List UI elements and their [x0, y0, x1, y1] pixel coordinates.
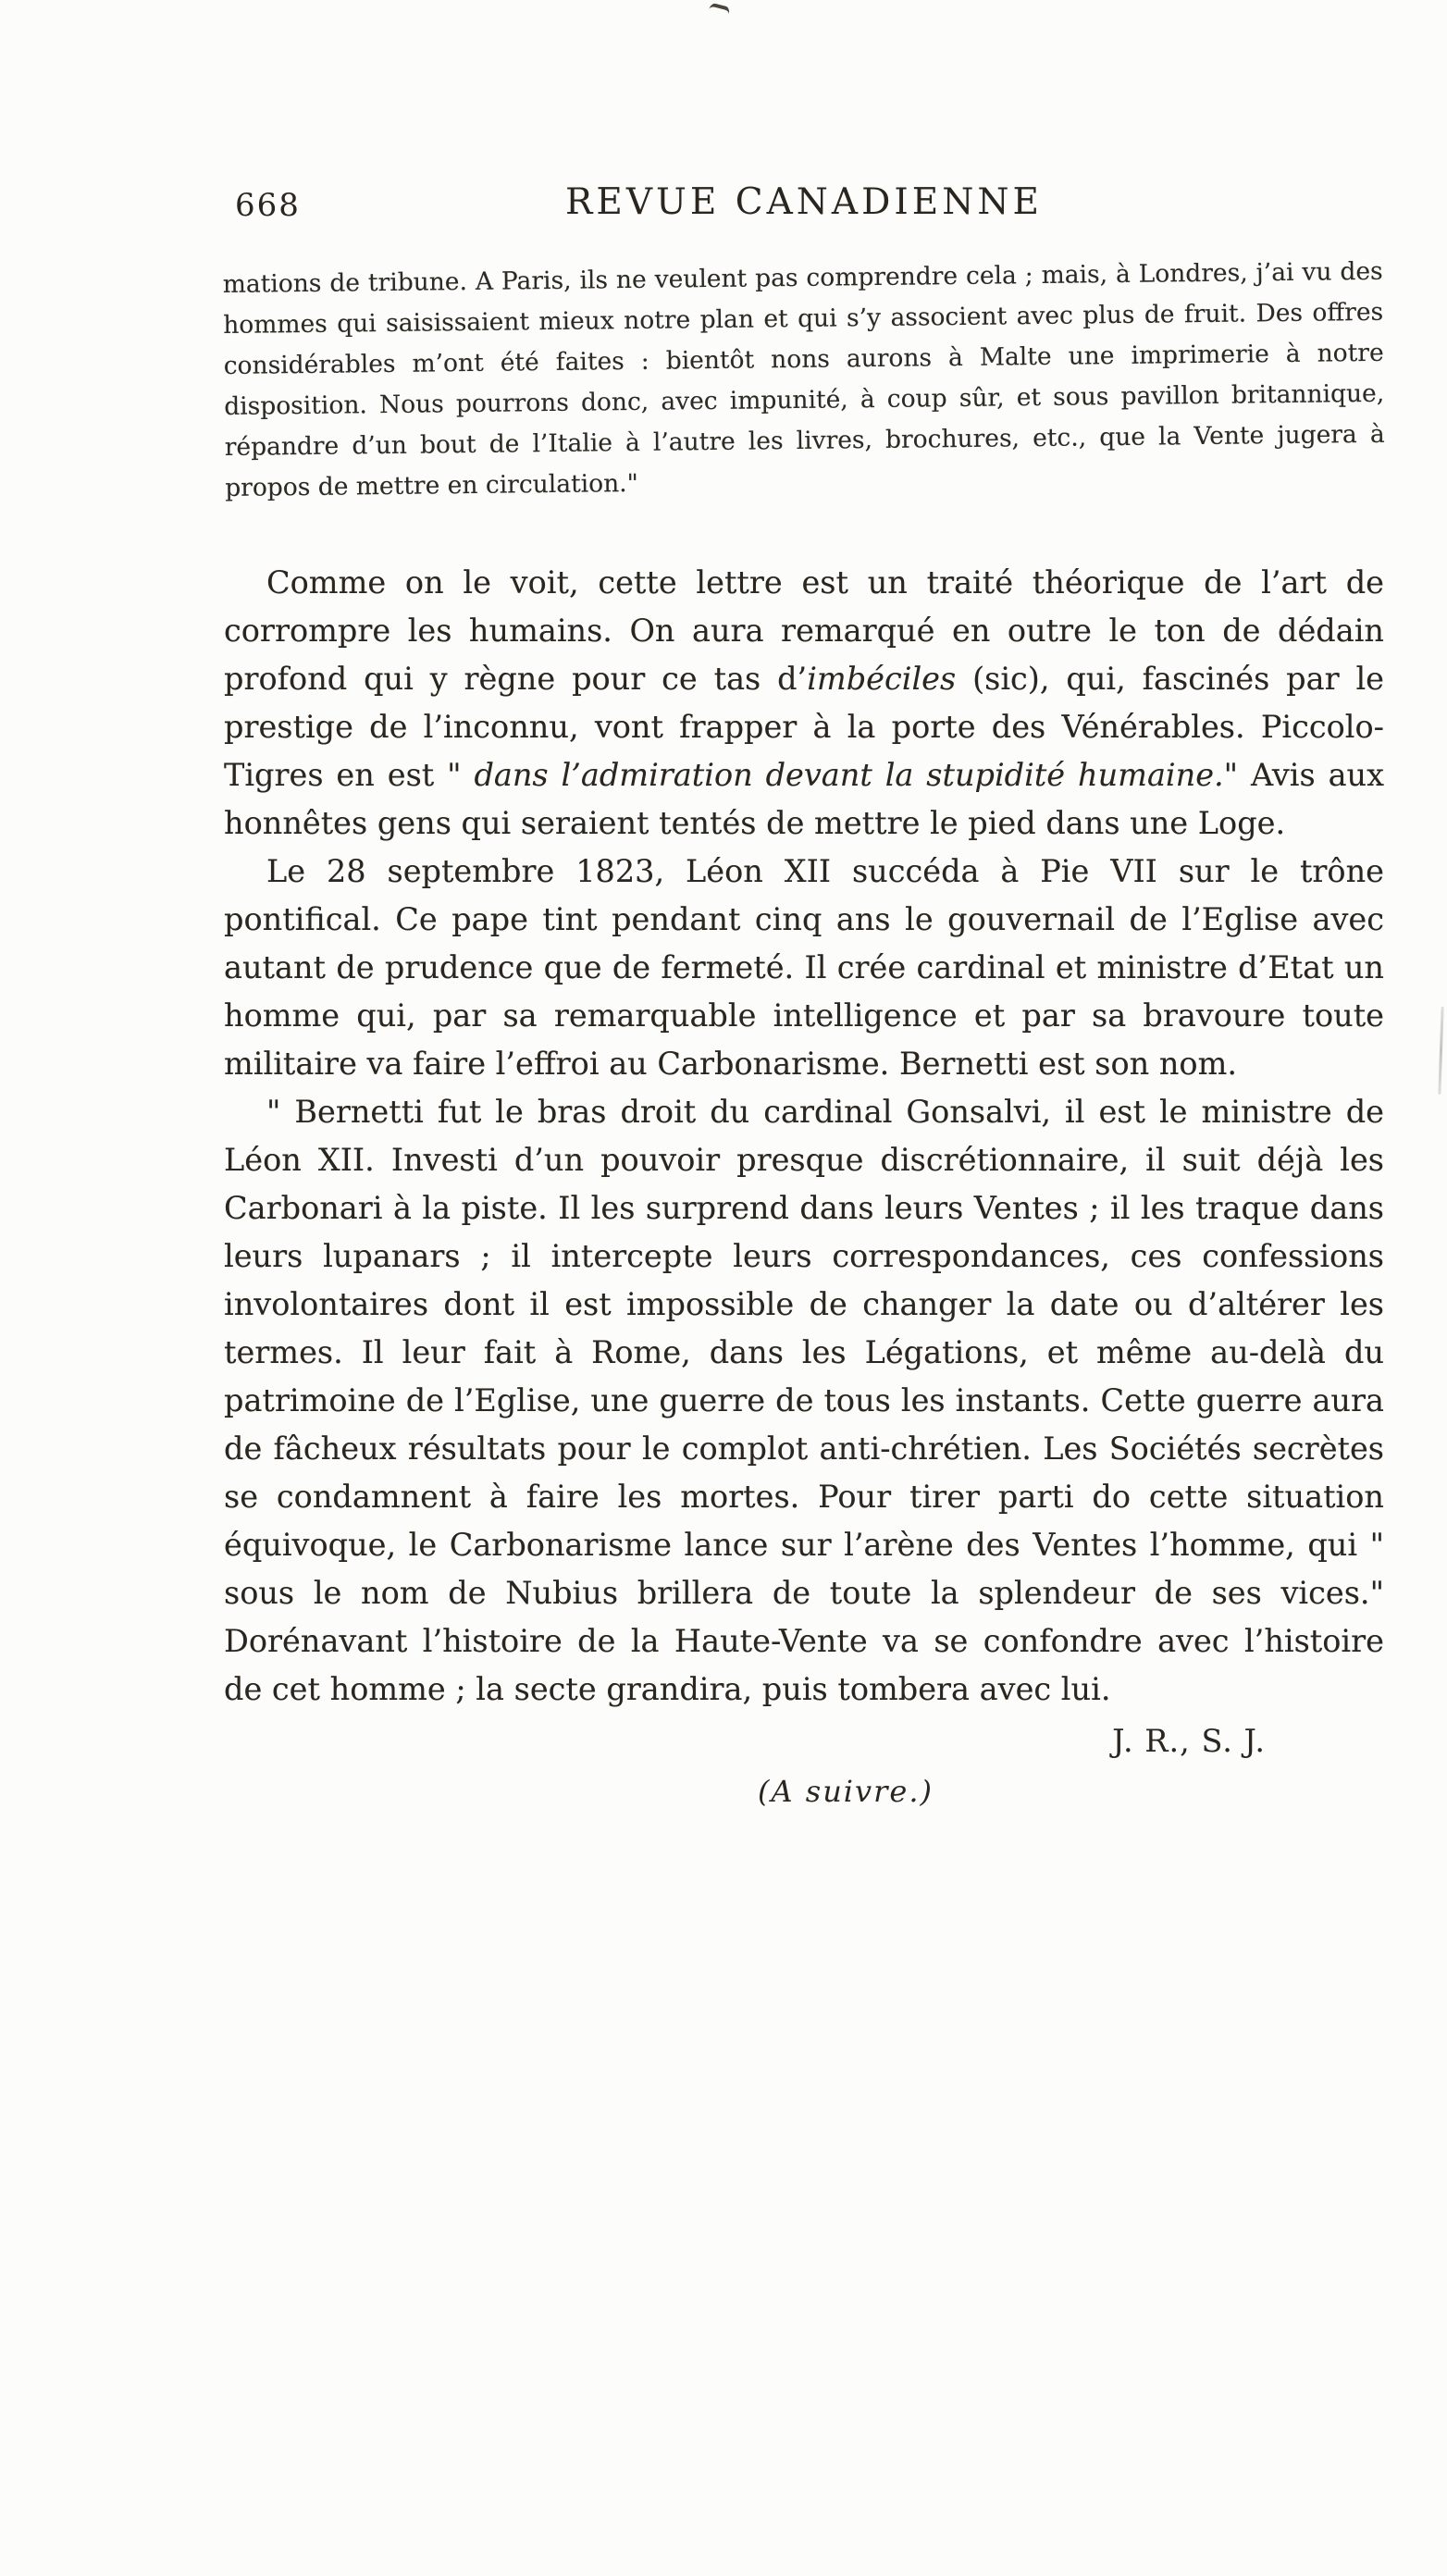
page-header [224, 181, 1384, 233]
article-body [224, 559, 1384, 1714]
page-number: 668 [235, 187, 301, 224]
journal-title: REVUE CANADIENNE [565, 181, 1043, 223]
paragraph-commentary-1: Comme on le voit, cette lettre est un traité théorique de l’art de corrompre les humains. On aura remarqué en outre le ton de dédain profond qui y règne pour ce tas d’imbéciles (sic), qui, fascinés par le prestige de l’inconnu, vont frapper à la porte des Vénérables. Piccolo-Tigres en est " dans l’admiration devant la stupidité humaine." Avis aux honnêtes gens qui seraient tentés de mettre le pied dans une Loge. [224, 564, 1385, 841]
paragraph-leon-xii: Le 28 septembre 1823, Léon XII succéda à Pie VII sur le trône pontifical. Ce pape tint pendant cinq ans le gouvernail de l’Eglise avec autant de prudence que de fermeté. Il crée cardinal et ministre d’Etat un homme qui, par sa remarquable intelligence et par sa bravoure toute militaire va faire l’effroi au Carbonarisme. Bernetti est son nom. [224, 853, 1384, 1082]
author-signature: J. R., S. J. [1112, 1723, 1266, 1759]
scan-artifact-right-edge [1438, 1007, 1443, 1095]
continuation-note: (A suivre.) [758, 1774, 934, 1809]
quoted-letter-paragraph: mations de tribune. A Paris, ils ne veulent pas comprendre cela ; mais, à Londres, j’ai vu des hommes qui saisissaient mieux notre plan et qui s’y associent avec plus de fruit. Des offres considérables m’ont été faites : bientôt nons aurons à Malte une imprimerie à notre disposition. Nous pourrons donc, avec impunité, à coup sûr, et sous pavillon britannique, répandre d’un bout de l’Italie à l’autre les livres, brochures, etc., que la Vente jugera à propos de mettre en circulation." [222, 256, 1385, 502]
page-content [224, 0, 1384, 1809]
paragraph-bernetti: " Bernetti fut le bras droit du cardinal Gonsalvi, il est le ministre de Léon XII. Investi d’un pouvoir presque discrétionnaire, il suit déjà les Carbonari à la piste. Il les surprend dans leurs Ventes ; il les traque dans leurs lupanars ; il intercepte leurs correspondances, ces confessions involontaires dont il est impossible de changer la date ou d’altérer les termes. Il leur fait à Rome, dans les Légations, et même au-delà du patrimoine de l’Eglise, une guerre de tous les instants. Cette guerre aura de fâcheux résultats pour le complot anti-chrétien. Les Sociétés secrètes se condamnent à faire les mortes. Pour tirer parti do cette situation équivoque, le Carbonarisme lance sur l’arène des Ventes l’homme, qui " sous le nom de Nubius brillera de toute la splendeur de ses vices." Dorénavant l’histoire de la Haute-Vente va se confondre avec l’histoire de cet homme ; la secte grandira, puis tombera avec lui. [224, 1094, 1384, 1707]
